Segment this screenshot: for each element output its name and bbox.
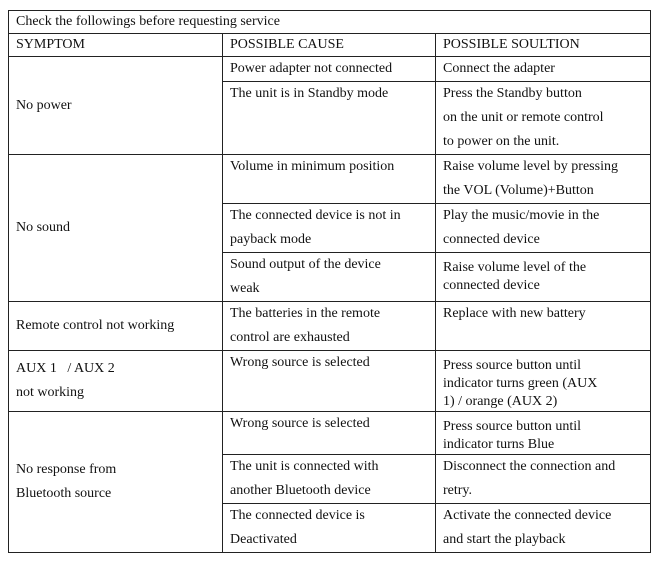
- solution-cell: Press source button until indicator turns green (AUX 1) / orange (AUX 2): [436, 351, 651, 412]
- table-row: [9, 412, 651, 455]
- cause-cell: The connected device is not in payback mode: [223, 204, 436, 253]
- solution-cell: Replace with new battery: [436, 302, 651, 351]
- symptom-cell: No power: [9, 57, 223, 155]
- table-row: [9, 57, 651, 82]
- solution-cell: Raise volume level by pressing the VOL (Volume)+Button: [436, 155, 651, 204]
- cause-cell: The batteries in the remote control are exhausted: [223, 302, 436, 351]
- cause-cell: Wrong source is selected: [223, 412, 436, 455]
- troubleshooting-table: [8, 10, 651, 553]
- solution-cell: Play the music/movie in the connected device: [436, 204, 651, 253]
- solution-cell: Raise volume level of the connected device: [436, 253, 651, 302]
- solution-cell: Press source button until indicator turns Blue: [436, 412, 651, 455]
- table-row: [9, 155, 651, 204]
- symptom-cell: AUX 1 / AUX 2 not working: [9, 351, 223, 412]
- solution-cell: Press the Standby button on the unit or remote control to power on the unit.: [436, 82, 651, 155]
- header-cause: POSSIBLE CAUSE: [223, 34, 436, 57]
- caption-row: [9, 11, 651, 34]
- header-solution: POSSIBLE SOULTION: [436, 34, 651, 57]
- troubleshooting-sheet: [8, 10, 650, 553]
- cause-cell: Wrong source is selected: [223, 351, 436, 412]
- cause-cell: The unit is connected with another Bluetooth device: [223, 455, 436, 504]
- table-caption: Check the followings before requesting service: [9, 11, 651, 34]
- cause-cell: Power adapter not connected: [223, 57, 436, 82]
- table-row: [9, 351, 651, 412]
- symptom-cell: No response from Bluetooth source: [9, 412, 223, 553]
- cause-cell: Volume in minimum position: [223, 155, 436, 204]
- symptom-cell: Remote control not working: [9, 302, 223, 351]
- header-symptom: SYMPTOM: [9, 34, 223, 57]
- cause-cell: The unit is in Standby mode: [223, 82, 436, 155]
- table-row: [9, 302, 651, 351]
- solution-cell: Disconnect the connection and retry.: [436, 455, 651, 504]
- solution-cell: Connect the adapter: [436, 57, 651, 82]
- cause-cell: The connected device is Deactivated: [223, 504, 436, 553]
- solution-cell: Activate the connected device and start the playback: [436, 504, 651, 553]
- symptom-cell: No sound: [9, 155, 223, 302]
- header-row: [9, 34, 651, 57]
- cause-cell: Sound output of the device weak: [223, 253, 436, 302]
